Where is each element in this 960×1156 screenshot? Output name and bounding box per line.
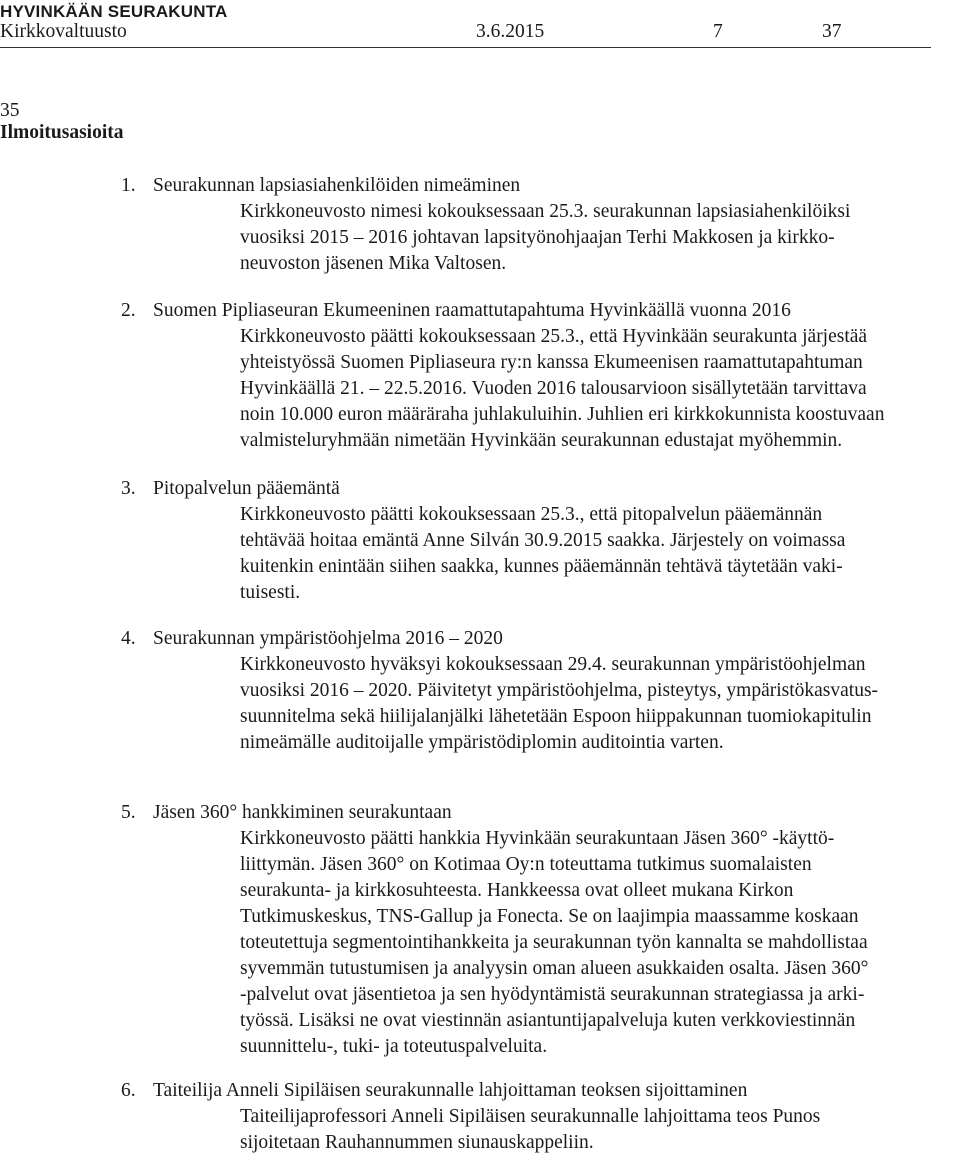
item-number: 5. (121, 802, 136, 823)
body-line: -palvelut ovat jäsentietoa ja sen hyödyntämistä seurakunnan strategiassa ja arki- (240, 984, 865, 1005)
section-number: 35 (0, 100, 20, 121)
body-line: Taiteilijaprofessori Anneli Sipiläisen seurakunnalle lahjoittama teos Punos (240, 1106, 821, 1127)
item-number: 6. (121, 1080, 136, 1101)
item-title: Jäsen 360° hankkiminen seurakuntaan (153, 802, 452, 823)
item-number: 3. (121, 478, 136, 499)
item-body (240, 826, 960, 1060)
section-reference: 37 (822, 21, 842, 42)
item-body (240, 199, 960, 277)
item-title: Seurakunnan ympäristöohjelma 2016 – 2020 (153, 628, 503, 649)
body-line: suunnittelu-, tuki- ja toteutuspalveluita. (240, 1036, 548, 1057)
body-line: Tutkimuskeskus, TNS-Gallup ja Fonecta. Se on laajimpia maassamme koskaan (240, 906, 859, 927)
body-line: yhteistyössä Suomen Pipliaseura ry:n kanssa Ekumeenisen raamattutapahtuman (240, 352, 863, 373)
body-line: Kirkkoneuvosto nimesi kokouksessaan 25.3. seurakunnan lapsiasiahenkilöiksi (240, 201, 851, 222)
body-line: Kirkkoneuvosto päätti hankkia Hyvinkään seurakuntaan Jäsen 360° -käyttö- (240, 828, 835, 849)
item-body (240, 324, 960, 454)
meeting-date: 3.6.2015 (476, 21, 545, 42)
item-body (240, 652, 960, 756)
body-line: nimeämälle auditoijalle ympäristödiplomin auditointia varten. (240, 732, 724, 753)
body-line: seurakunta- ja kirkkosuhteesta. Hankkeessa ovat olleet mukana Kirkon (240, 880, 794, 901)
item-title: Pitopalvelun pääemäntä (153, 478, 340, 499)
body-line: Kirkkoneuvosto päätti kokouksessaan 25.3., että Hyvinkään seurakunta järjestää (240, 326, 868, 347)
item-title: Taiteilija Anneli Sipiläisen seurakunnalle lahjoittaman teoksen sijoittaminen (153, 1080, 748, 1101)
body-line: Kirkkoneuvosto hyväksyi kokouksessaan 29.4. seurakunnan ympäristöohjelman (240, 654, 866, 675)
meeting-body: Kirkkovaltuusto (0, 21, 127, 42)
body-line: työssä. Lisäksi ne ovat viestinnän asiantuntijapalveluja kuten verkkoviestinnän (240, 1010, 856, 1031)
body-line: kuitenkin enintään siihen saakka, kunnes pääemännän tehtävä täytetään vaki- (240, 556, 843, 577)
body-line: liittymän. Jäsen 360° on Kotimaa Oy:n toteuttama tutkimus suomalaisten (240, 854, 812, 875)
body-line: tuisesti. (240, 582, 301, 603)
body-line: valmisteluryhmään nimetään Hyvinkään seurakunnan edustajat myöhemmin. (240, 430, 843, 451)
body-line: noin 10.000 euron määräraha juhlakuluihin. Juhlien eri kirkkokunnista koostuvaan (240, 404, 885, 425)
body-line: tehtävää hoitaa emäntä Anne Silván 30.9.2015 saakka. Järjestely on voimassa (240, 530, 846, 551)
item-number: 4. (121, 628, 136, 649)
body-line: syvemmän tutustumisen ja analyysin oman alueen asukkaiden osalta. Jäsen 360° (240, 958, 869, 979)
body-line: toteutettuja segmentointihankkeita ja seurakunnan työn kannalta se mahdollistaa (240, 932, 868, 953)
body-line: vuosiksi 2015 – 2016 johtavan lapsityönohjaajan Terhi Makkosen ja kirkko- (240, 227, 835, 248)
body-line: Kirkkoneuvosto päätti kokouksessaan 25.3., että pitopalvelun pääemännän (240, 504, 823, 525)
body-line: neuvoston jäsenen Mika Valtosen. (240, 253, 507, 274)
page-number: 7 (713, 21, 723, 42)
body-line: vuosiksi 2016 – 2020. Päivitetyt ympäristöohjelma, pisteytys, ympäristökasvatus- (240, 680, 879, 701)
section-title: Ilmoitusasioita (0, 122, 124, 143)
body-line: sijoitetaan Rauhannummen siunauskappeliin. (240, 1132, 594, 1153)
item-body (240, 1104, 960, 1156)
body-line: Hyvinkäällä 21. – 22.5.2016. Vuoden 2016 talousarvioon sisällytetään tarvittava (240, 378, 867, 399)
body-line: suunnitelma sekä hiilijalanjälki lähetetään Espoon hiippakunnan tuomiokapitulin (240, 706, 872, 727)
item-title: Suomen Pipliaseuran Ekumeeninen raamattutapahtuma Hyvinkäällä vuonna 2016 (153, 300, 791, 321)
item-number: 1. (121, 175, 136, 196)
organization-name: HYVINKÄÄN SEURAKUNTA (0, 2, 228, 21)
item-number: 2. (121, 300, 136, 321)
header-divider (0, 47, 931, 48)
item-title: Seurakunnan lapsiasiahenkilöiden nimeäminen (153, 175, 521, 196)
item-body (240, 502, 960, 606)
